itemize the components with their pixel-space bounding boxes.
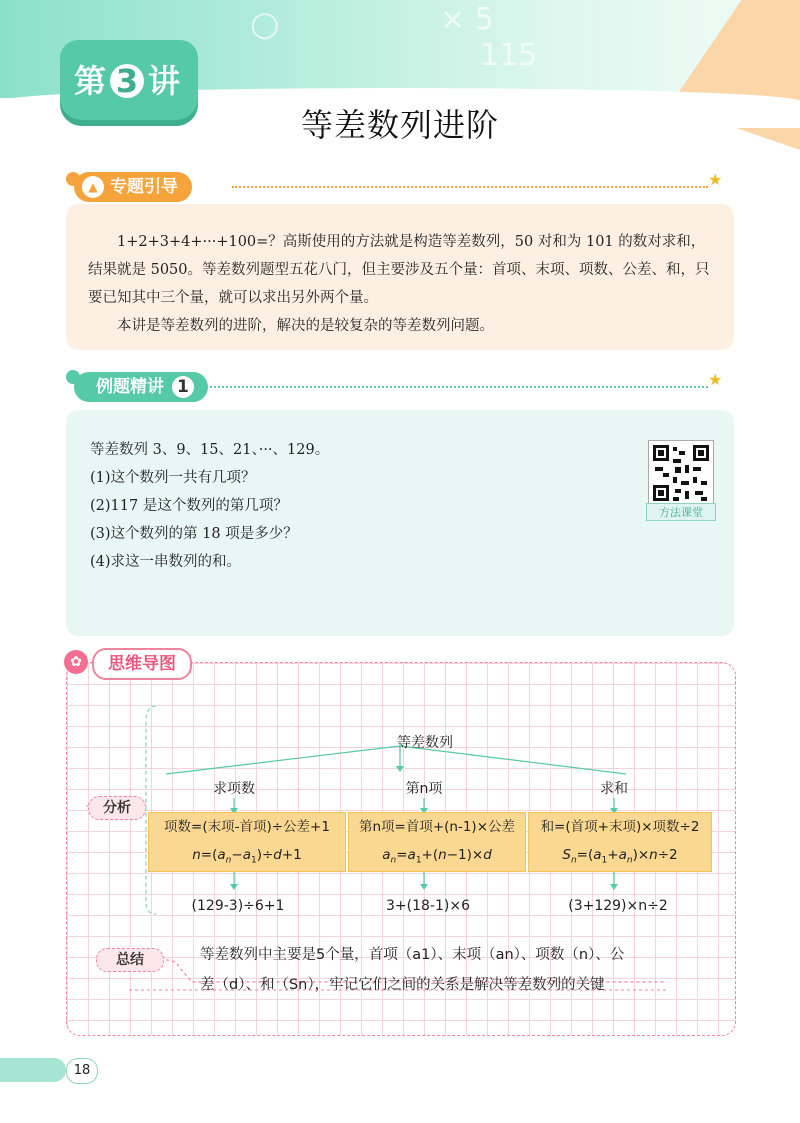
intro-paragraph: 本讲是等差数列的进阶，解决的是较复杂的等差数列问题。 [117, 318, 494, 334]
section-divider [232, 186, 708, 188]
flower-icon: ✿ [64, 650, 88, 674]
analysis-tag: 分析 [88, 796, 146, 820]
branch-label: 求和 [600, 781, 628, 797]
example-number: 1 [172, 376, 194, 398]
page-title: 等差数列进阶 [300, 106, 499, 144]
formula-box [148, 812, 346, 872]
section-divider [210, 386, 708, 388]
question-item: (2)117 是这个数列的第几项？ [90, 498, 288, 514]
formula-text: 和=(首项+末项)×项数÷2 [540, 819, 700, 835]
formula-box [348, 812, 526, 872]
section-header-intro [74, 172, 192, 202]
summary-text [200, 940, 680, 1000]
header-decoration: 115 [480, 38, 538, 73]
qr-code[interactable] [648, 440, 714, 506]
lesson-suffix: 讲 [148, 62, 181, 100]
lesson-label [74, 56, 180, 102]
mindmap-title: 思维导图 [92, 648, 192, 680]
question-item: (1)这个数列一共有几项？ [90, 470, 256, 486]
section-label: 专题引导 [110, 177, 178, 197]
page-tab [0, 1058, 66, 1082]
graduation-cap-icon: ▲ [82, 176, 104, 198]
summary-tag: 总结 [96, 948, 164, 972]
intro-box [66, 204, 734, 350]
section-header-example [74, 372, 208, 402]
lesson-number: 3 [110, 64, 144, 98]
lesson-prefix: 第 [74, 62, 107, 100]
formula-symbolic: $n=(a_n-a_1)\div d+1$ [192, 847, 302, 866]
mindmap-root: 等差数列 [397, 735, 453, 751]
star-icon: ★ [708, 170, 723, 189]
question-item: (3)这个数列的第 18 项是多少？ [90, 526, 298, 542]
page-number: 18 [66, 1058, 98, 1084]
header-decoration: × 5 [440, 2, 494, 37]
branch-label: 求项数 [213, 781, 255, 797]
example-box [66, 410, 734, 636]
intro-paragraph: 1+2+3+4+···+100=？高斯使用的方法就是构造等差数列，50 对和为 101 的数对求和，结果就是 5050。等差数列题型五花八门，但主要涉及五个量：首项、末项、项数、公差、和，只要已知其中三个量，就可以求出另外两个量。 [88, 234, 710, 306]
formula-symbolic: $S_n=(a_1+a_n)\times n\div 2$ [562, 847, 678, 866]
calc-expression: (129-3)÷6+1 [191, 898, 285, 914]
star-icon: ★ [708, 370, 723, 389]
header-decoration: ○ [250, 4, 280, 44]
formula-text: 第n项=首项+(n-1)×公差 [358, 819, 516, 835]
formula-box [528, 812, 712, 872]
branch-label: 第n项 [405, 781, 443, 797]
calc-expression: (3+129)×n÷2 [568, 898, 668, 914]
calc-expression: 3+(18-1)×6 [386, 898, 470, 914]
section-label: 例题精讲 [96, 377, 164, 397]
example-stem: 等差数列 3、9、15、21、···、129。 [90, 442, 330, 458]
summary-line: 差（d）、和（Sn），牢记它们之间的关系是解决等差数列的关键 [200, 977, 605, 993]
qr-caption: 方法课堂 [646, 503, 716, 521]
formula-text: 项数=(末项-首项)÷公差+1 [164, 819, 330, 835]
formula-symbolic: $a_n=a_1+(n-1)\times d$ [382, 847, 492, 866]
question-item: (4)求这一串数列的和。 [90, 554, 242, 570]
summary-line: 等差数列中主要是5个量，首项（a1）、末项（an）、项数（n）、公 [200, 947, 625, 963]
